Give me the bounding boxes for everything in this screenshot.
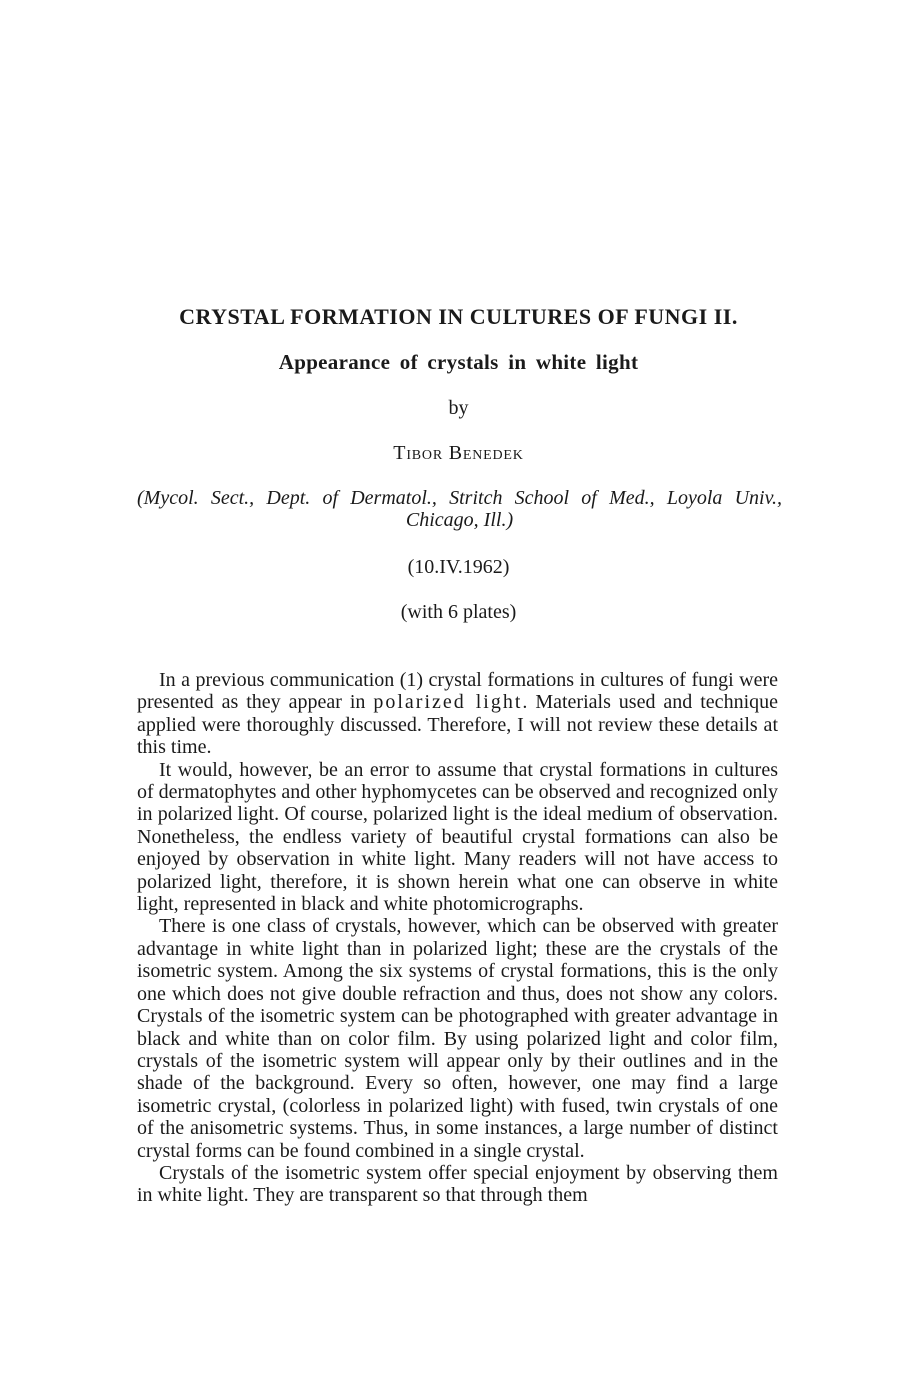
author-affiliation: (Mycol. Sect., Dept. of Dermatol., Stritch School of Med., Loyola Univ., Chicago, Ill.)	[137, 487, 782, 531]
paragraph-4: Crystals of the isometric system offer special enjoyment by observing them in white light. They are transparent so that through them	[137, 1161, 778, 1207]
paragraph-1-emphasis: polarized light	[373, 691, 523, 714]
paragraph-1-start: In a previous communication (1) crystal formations in cultures of fungi were presented as they appear in	[137, 669, 778, 714]
article-subtitle: Appearance of crystals in white light	[278, 350, 639, 374]
paragraph-3: There is one class of crystals, however, which can be observed with greater advantage in white light than in polarized light; these are the crystals of the isometric system. Among the six systems of crystal formations, this is the only one which does not give double refraction and thus, does not show any colors. Crystals of the isometric system can be photographed with greater advantage in black and white than on color film. By using polarized light and color film, crystals of the isometric system will appear only by their outlines and in the shade of the background. Every so often, however, one may find a large isometric crystal, (colorless in polarized light) with fused, twin crystals of one of the anisometric systems. Thus, in some instances, a large number of distinct crystal forms can be found combined in a single crystal.	[137, 915, 778, 1162]
received-date: (10.IV.1962)	[407, 556, 510, 578]
article-title: CRYSTAL FORMATION IN CULTURES OF FUNGI II.	[179, 304, 738, 329]
byline-by: by	[448, 397, 469, 419]
paragraph-1	[137, 669, 778, 759]
paragraph-1-end: . Materials used and technique applied were thoroughly discussed. Therefore, I will not review these details at this time.	[137, 691, 778, 759]
plates-note: (with 6 plates)	[400, 601, 517, 623]
paragraph-2: It would, however, be an error to assume that crystal formations in cultures of dermatophytes and other hyphomycetes can be observed and recognized only in polarized light. Of course, polarized light is the ideal medium of observation. Nonetheless, the endless variety of beautiful crystal formations can also be enjoyed by observation in white light. Many readers will not have access to polarized light, therefore, it is shown herein what one can observe in white light, represented in black and white photomicrographs.	[137, 758, 778, 916]
article-body	[137, 669, 778, 1207]
author-name: Tibor Benedek	[393, 442, 524, 464]
